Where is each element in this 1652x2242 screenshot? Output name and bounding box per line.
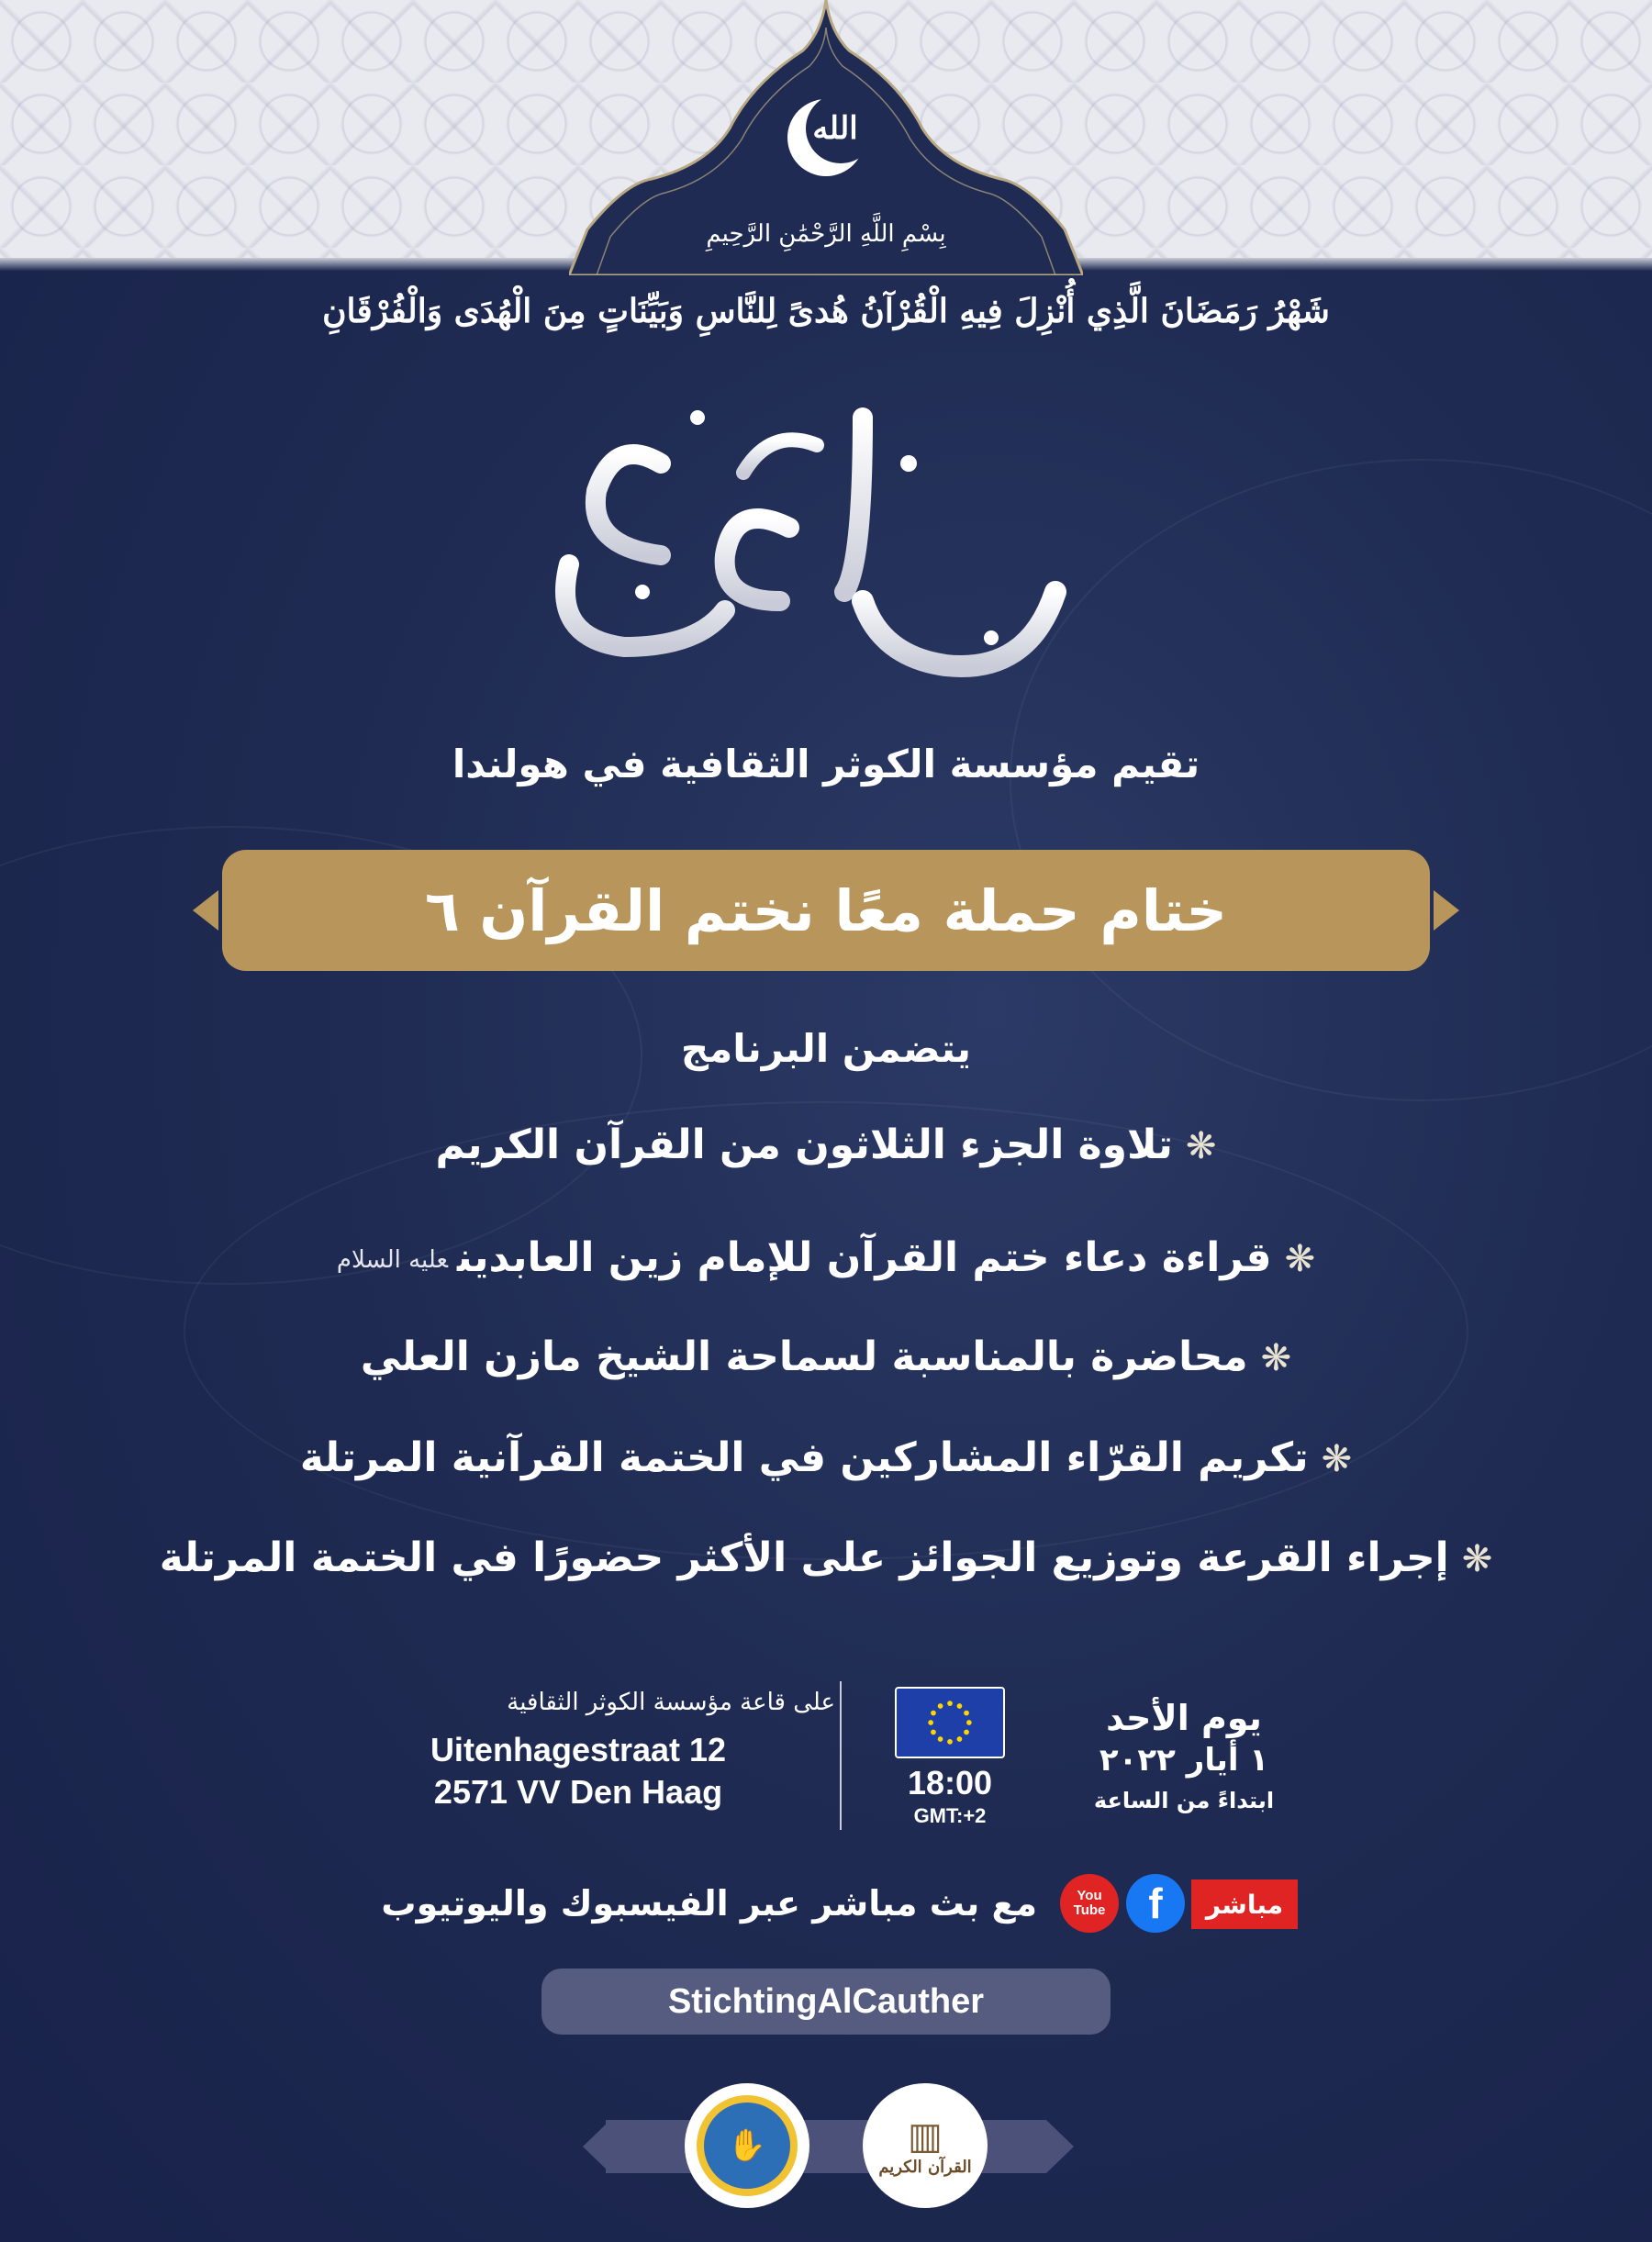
event-date: ١ أيار ٢٠٢٢ [1099, 1742, 1269, 1779]
social-handle[interactable]: StichtingAlCauther [541, 1969, 1111, 2035]
program-item-text: إجراء القرعة وتوزيع الجوائز على الأكثر حضورًا في الختمة المرتلة [159, 1534, 1449, 1581]
logo-right-caption: القرآن الكريم [878, 2157, 972, 2177]
live-stream-text: مع بث مباشر عبر الفيسبوك واليوتيوب [381, 1883, 1037, 1924]
program-item [110, 1234, 1542, 1281]
program-title: يتضمن البرنامج [680, 1026, 972, 1071]
program-item-text: قراءة دعاء ختم القرآن للإمام زين العابدين [457, 1234, 1272, 1281]
program-item [110, 1534, 1542, 1581]
book-icon: ▥ [908, 2114, 943, 2158]
youtube-icon[interactable] [1060, 1874, 1119, 1933]
youtube-icon-line2: Tube [1073, 1902, 1106, 1918]
flower-bullet-icon: ❋ [1260, 1337, 1292, 1379]
from-hour-label: ابتداءً من الساعة [1093, 1788, 1275, 1813]
alcauther-foundation-logo [685, 2083, 809, 2208]
program-item [110, 1333, 1542, 1380]
flower-bullet-icon: ❋ [1284, 1238, 1316, 1280]
allah-emblem: الله [812, 110, 858, 147]
event-time: 18:00 [907, 1764, 993, 1801]
hands-icon: ✋ [697, 2095, 798, 2196]
background-swirl [184, 1101, 1468, 1560]
bismillah: بِسْمِ اللَّهِ الرَّحْمَٰنِ الرَّحِيمِ [706, 220, 946, 248]
quran-logo [863, 2083, 988, 2208]
presenter-line: تقيم مؤسسة الكوثر الثقافية في هولندا [452, 742, 1200, 786]
program-item-text: تكريم القرّاء المشاركين في الختمة القرآنية المرتلة [299, 1434, 1309, 1481]
program-item-text: محاضرة بالمناسبة لسماحة الشيخ مازن العلي [360, 1333, 1248, 1380]
flower-bullet-icon: ❋ [1461, 1538, 1493, 1580]
event-day: يوم الأحد [1106, 1698, 1262, 1738]
facebook-icon[interactable]: f [1126, 1874, 1185, 1933]
youtube-icon-line1: You [1077, 1888, 1102, 1903]
flower-bullet-icon: ❋ [1185, 1125, 1217, 1167]
footer-ribbon-right [1046, 2120, 1074, 2173]
program-item-text: تلاوة الجزء الثلاثون من القرآن الكريم [435, 1121, 1173, 1168]
venue-street: Uitenhagestraat 12 [430, 1731, 727, 1768]
calligraphy-title-art [514, 363, 1138, 711]
venue-label: على قاعة مؤسسة الكوثر الثقافية [507, 1689, 835, 1716]
program-item [110, 1121, 1542, 1168]
eu-flag-icon [895, 1687, 1005, 1758]
honorific-glyph: عليه السلام [336, 1246, 449, 1274]
live-badge: مباشر [1191, 1879, 1298, 1929]
venue-city: 2571 VV Den Haag [433, 1773, 723, 1811]
quran-verse: شَهْرُ رَمَضَانَ الَّذِي أُنْزِلَ فِيهِ الْقُرْآنُ هُدىً لِلنَّاسِ وَبَيِّنَاتٍ مِنَ الْهُدَى وَالْفُرْقَانِ [322, 292, 1330, 330]
program-item [110, 1434, 1542, 1481]
info-divider [840, 1681, 842, 1830]
event-timezone: GMT:+2 [913, 1804, 987, 1827]
banner-title: ختام حملة معًا نختم القرآن ٦ [424, 876, 1228, 944]
flower-bullet-icon: ❋ [1321, 1438, 1353, 1480]
